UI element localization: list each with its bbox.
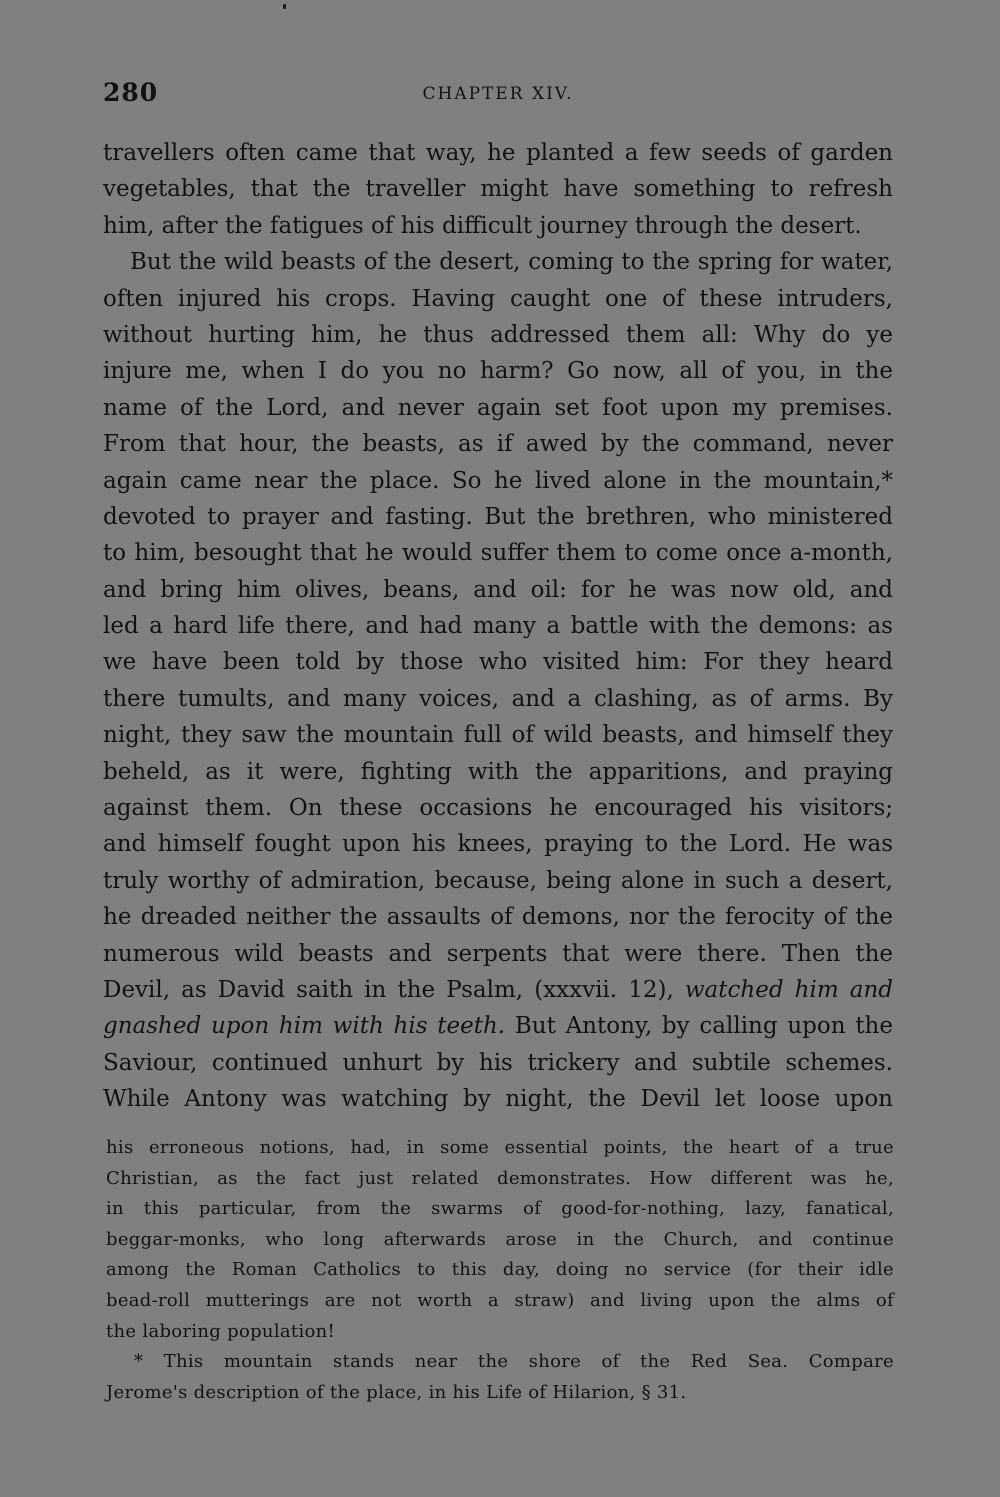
footnote-line: the laboring population! [106, 1320, 336, 1342]
body-line: night, they saw the mountain full of wild beasts, and himself they [103, 722, 893, 749]
body-line: numerous wild beasts and serpents that were there. Then the [103, 940, 893, 967]
main-body-text [103, 135, 893, 1118]
body-line: beheld, as it were, fighting with the apparitions, and praying [103, 758, 893, 785]
body-line: Saviour, continued unhurt by his trickery and subtile schemes. [103, 1049, 893, 1076]
page-number: 280 [103, 78, 159, 107]
body-line: truly worthy of admiration, because, being alone in such a desert, [103, 867, 893, 894]
running-head [103, 78, 893, 112]
psalm-quote-italic: watched him and [684, 976, 893, 1003]
chapter-title: CHAPTER XIV. [422, 84, 574, 104]
body-line: again came near the place. So he lived alone in the mountain,* [103, 467, 893, 494]
body-line: But the wild beasts of the desert, coming to the spring for water, [130, 249, 893, 276]
body-line: While Antony was watching by night, the Devil let loose upon [103, 1086, 893, 1113]
body-line: him, after the fatigues of his difficult journey through the desert. [103, 212, 862, 239]
body-line: travellers often came that way, he planted a few seeds of garden [103, 140, 893, 166]
body-line: to him, besought that he would suffer them to come once a-month, [103, 540, 893, 567]
body-line-text: But Antony, by calling upon the [505, 1013, 893, 1040]
body-line-psalm [103, 972, 893, 1008]
ink-speck [283, 4, 286, 9]
psalm-quote-italic: gnashed upon him with his teeth. [103, 1013, 506, 1040]
body-line: led a hard life there, and had many a battle with the demons: as [103, 613, 893, 640]
body-line: injure me, when I do you no harm? Go now, all of you, in the [103, 358, 893, 385]
footnote-line: among the Roman Catholics to this day, doing no service (for their idle [106, 1259, 894, 1281]
footnote-line: his erroneous notions, had, in some essential points, the heart of a true [106, 1137, 894, 1158]
footnote-line: beggar-monks, who long afterwards arose in the Church, and continue [106, 1228, 894, 1250]
body-line: devoted to prayer and fasting. But the brethren, who ministered [103, 503, 893, 530]
footnote-line: * This mountain stands near the shore of the Red Sea. Compare [134, 1351, 894, 1373]
footnote-line: in this particular, from the swarms of good-for-nothing, lazy, fanatical, [106, 1198, 894, 1220]
body-line: against them. On these occasions he encouraged his visitors; [103, 795, 893, 822]
body-line: vegetables, that the traveller might have something to refresh [103, 176, 893, 203]
body-line-text: Devil, as David saith in the Psalm, (xxxvii. 12), [103, 976, 685, 1003]
footnote-line: bead-roll mutterings are not worth a straw) and living upon the alms of [106, 1289, 894, 1311]
footnote-line: Christian, as the fact just related demonstrates. How different was he, [106, 1167, 894, 1189]
body-line: there tumults, and many voices, and a clashing, as of arms. By [103, 685, 893, 712]
footnote-line: Jerome's description of the place, in his Life of Hilarion, § 31. [106, 1381, 687, 1403]
body-line-gnashed [103, 1008, 893, 1044]
body-line: he dreaded neither the assaults of demons, nor the ferocity of the [103, 904, 893, 931]
footnotes [106, 1133, 894, 1408]
body-line: we have been told by those who visited him: For they heard [103, 649, 893, 676]
body-line: and himself fought upon his knees, praying to the Lord. He was [103, 831, 893, 858]
body-line: and bring him olives, beans, and oil: for he was now old, and [103, 576, 893, 603]
body-line: From that hour, the beasts, as if awed by the command, never [103, 431, 893, 458]
body-line: often injured his crops. Having caught one of these intruders, [103, 285, 893, 312]
body-line: without hurting him, he thus addressed them all: Why do ye [103, 321, 893, 348]
body-line: name of the Lord, and never again set foot upon my premises. [103, 394, 893, 421]
